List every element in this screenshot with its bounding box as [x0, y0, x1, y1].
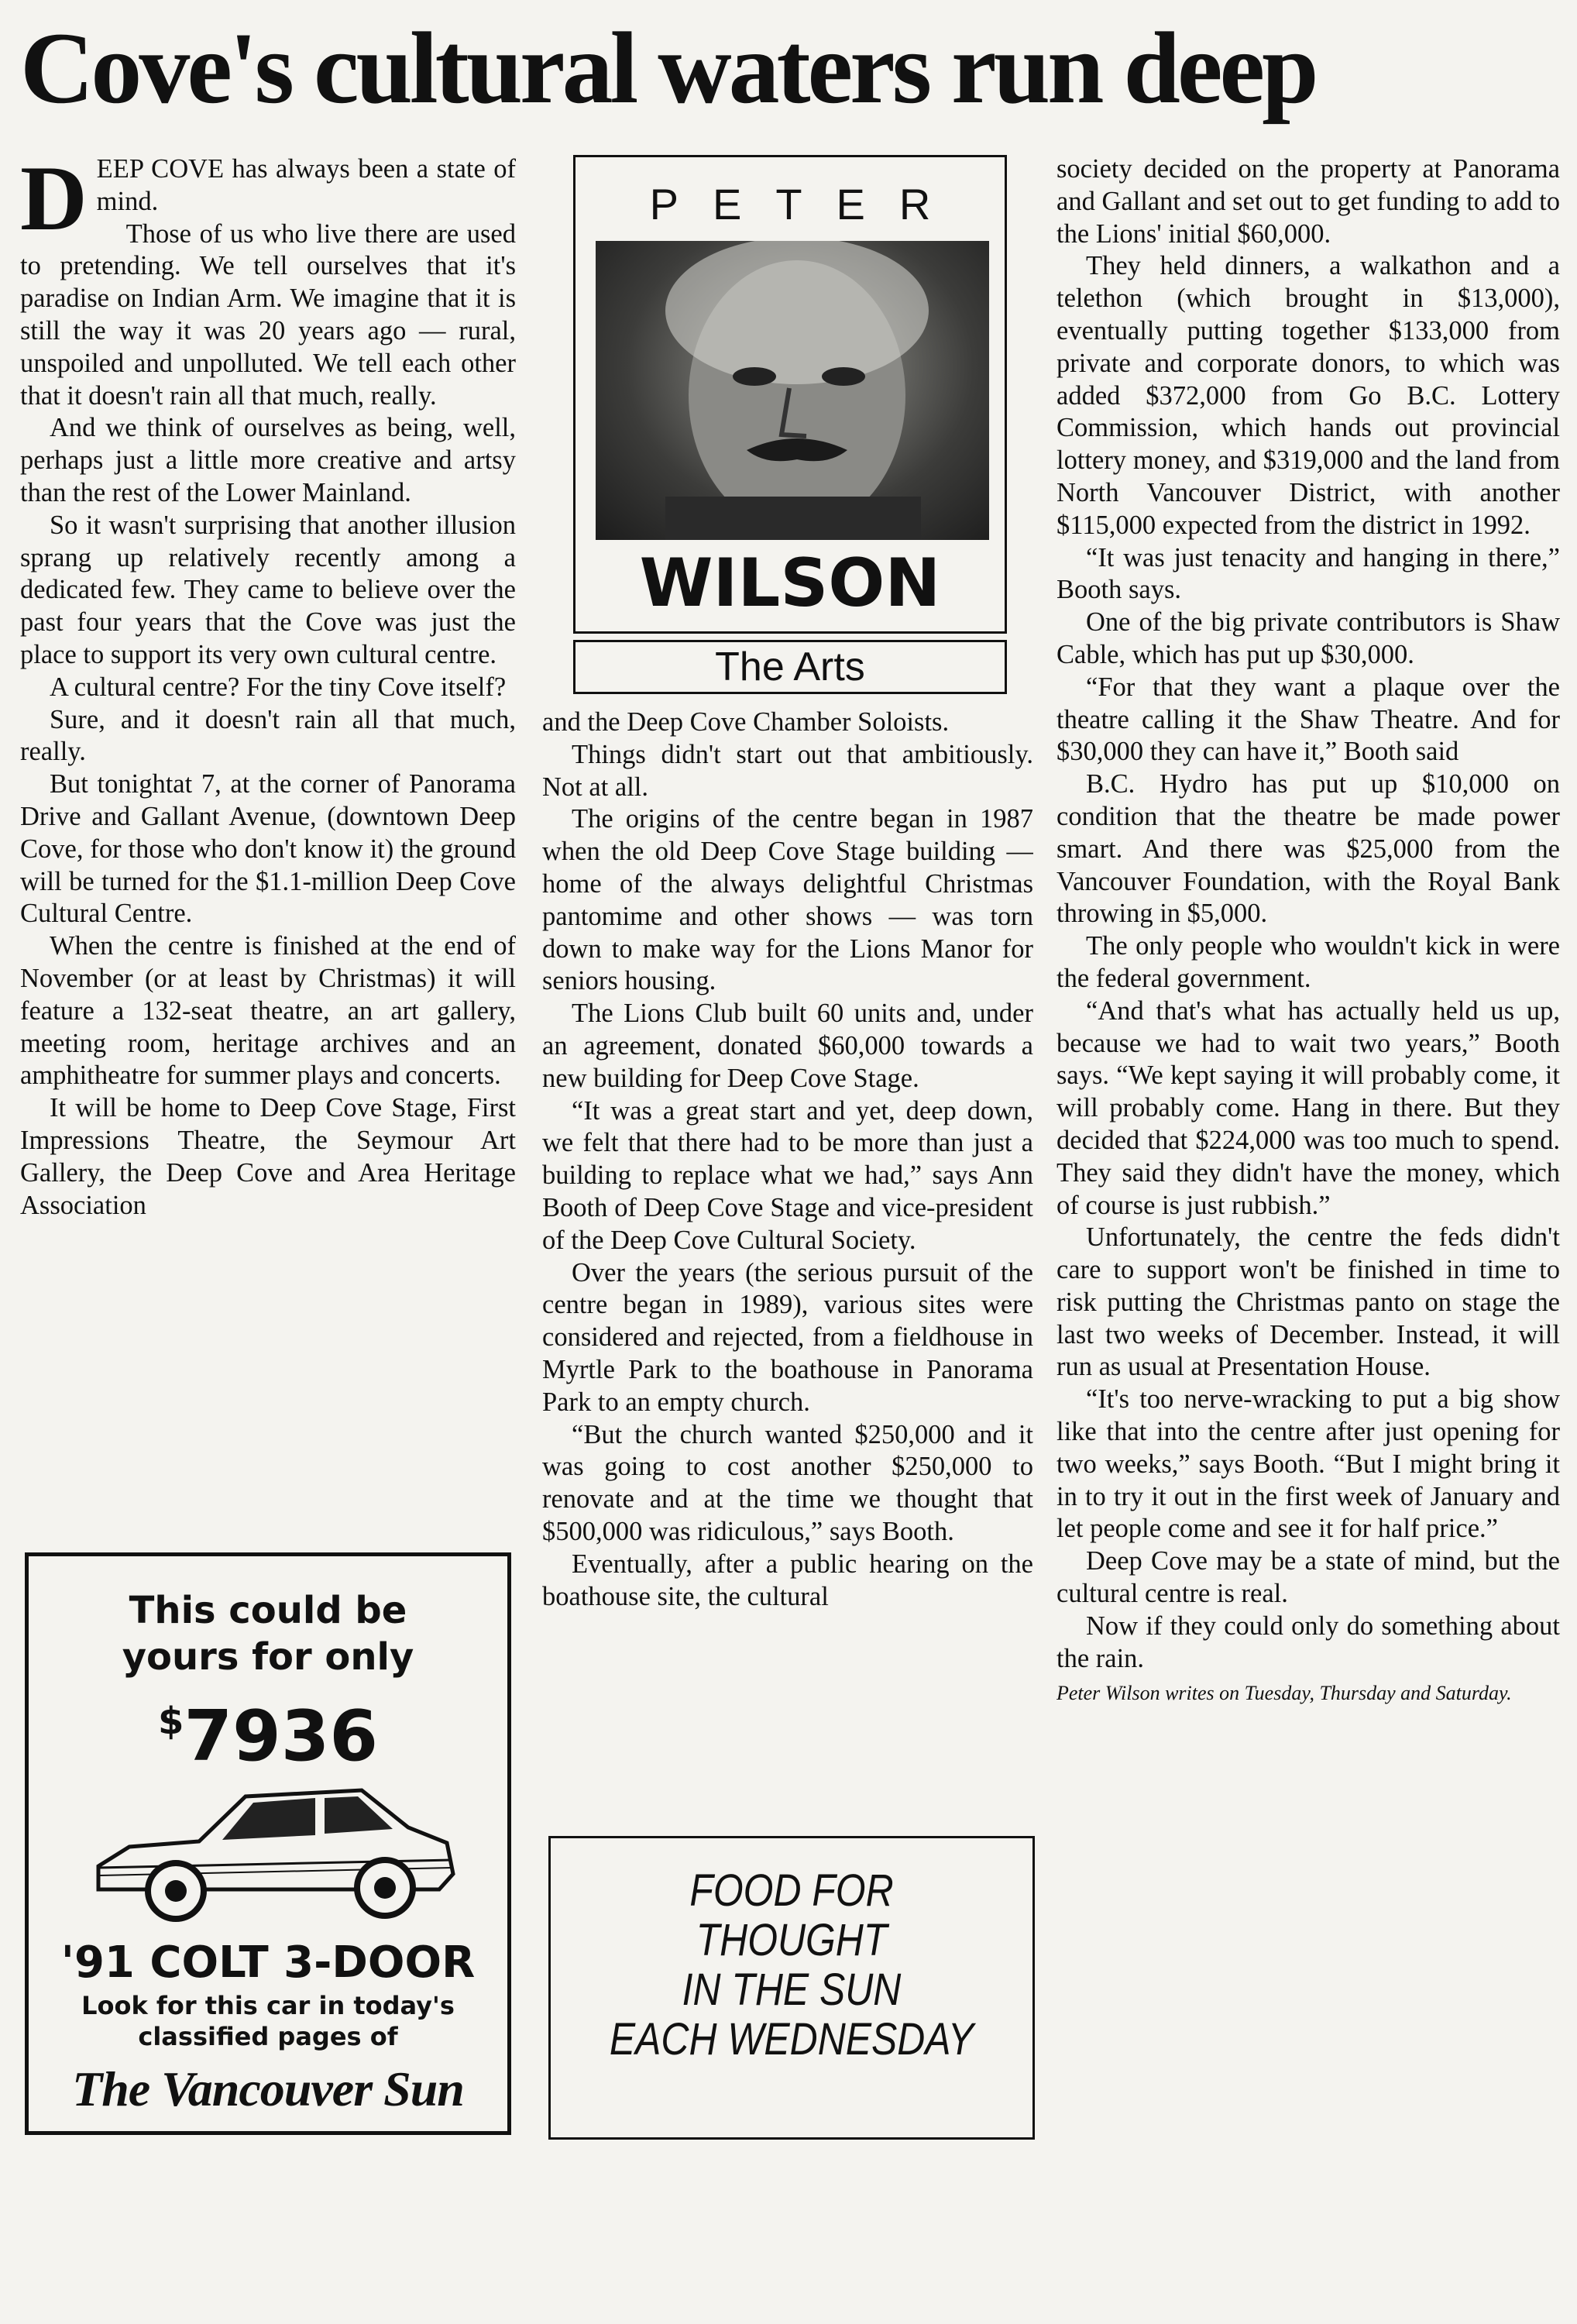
- article-paragraph: The Lions Club built 60 units and, under an agreement, donated $60,000 towards a new building for Deep Cove Stage.: [542, 999, 1033, 1093]
- article-paragraph: Eventually, after a public hearing on the boathouse site, the cultural: [542, 1549, 1033, 1611]
- ad-instruction-line-2: classified pages of: [138, 2022, 398, 2051]
- ad-headline-line-1: This could be: [129, 1589, 407, 1632]
- article-paragraph: “It's too nerve-wracking to put a big show like that into the centre after just opening for two weeks,” says Booth. “But I might bring it in to try it out in the first week of January and let people come and see it for half price.”: [1056, 1384, 1560, 1544]
- article-paragraph: It will be home to Deep Cove Stage, First Impressions Theatre, the Seymour Art Gallery, the Deep Cove and Area Heritage Association: [20, 1093, 516, 1220]
- article-paragraph: “It was just tenacity and hanging in there,” Booth says.: [1056, 542, 1560, 605]
- article-paragraph: Over the years (the serious pursuit of the centre began in 1989), various sites were considered and rejected, from a fieldhouse in Myrtle Park to the boathouse in Panorama Park to an empty church.: [542, 1257, 1033, 1417]
- article-paragraph: The origins of the centre began in 1987 when the old Deep Cove Stage building — home of the always delightful Christmas pantomime and other shows — was torn down to make way for the Lions Manor for seniors housing.: [542, 804, 1033, 996]
- article-paragraph: “And that's what has actually held us up, because we had to wait two years,” Booth says. “We kept saying it will probably come, it will probably come. Hang in there. But they decided that $224,000 was too much to spend. They said they didn't have the money, which of course is just rubbish.”: [1056, 995, 1560, 1220]
- byline-last-name: WILSON: [639, 545, 941, 622]
- ad-car-model: '91 COLT 3-DOOR: [60, 1937, 476, 1988]
- currency-symbol: $: [158, 1700, 184, 1743]
- article-paragraph: Unfortunately, the centre the feds didn't care to support won't be finished in time to risk putting the Christmas panto on stage the last two weeks of December. Instead, it will run as usual at Presentation House.: [1056, 1222, 1560, 1382]
- byline-box: [573, 155, 1007, 634]
- promo-line: FOOD FOR: [689, 1865, 894, 1916]
- article-column-2: [542, 706, 1033, 1807]
- headline: Cove's cultural waters run deep: [20, 11, 1316, 125]
- ad-price: [29, 1679, 507, 1779]
- author-signoff: Peter Wilson writes on Tuesday, Thursday and Saturday.: [1056, 1682, 1512, 1705]
- article-paragraph: When the centre is finished at the end of November (or at least by Christmas) it will feature a 132-seat theatre, an art gallery, meeting room, heritage archives and an amphitheatre for summer plays and concerts.: [20, 931, 516, 1091]
- section-tag: The Arts: [573, 640, 1007, 694]
- article-paragraph: Now if they could only do something about the rain.: [1056, 1611, 1560, 1673]
- promo-box: [548, 1836, 1035, 2140]
- article-paragraph: “For that they want a plaque over the theatre calling it the Shaw Theatre. And for $30,000 they can have it,” Booth said: [1056, 672, 1560, 767]
- article-paragraph: Things didn't start out that ambitiously. Not at all.: [542, 739, 1033, 802]
- car-advertisement: [25, 1552, 511, 2135]
- article-paragraph: “It was a great start and yet, deep down, we felt that there had to be more than just a building to replace what we had,” says Ann Booth of Deep Cove Stage and vice-president of the Deep Cove Cultural Society.: [542, 1095, 1033, 1255]
- article-paragraph: Deep Cove may be a state of mind, but the cultural centre is real.: [1056, 1546, 1560, 1609]
- article-paragraph: And we think of ourselves as being, well, perhaps just a little more creative and artsy than the rest of the Lower Mainland.: [20, 413, 516, 507]
- article-paragraph: Those of us who live there are used to pretending. We tell ourselves that it's paradise on Indian Arm. We imagine that it is still the way it was 20 years ago — rural, unspoiled and unpolluted. We tell each other that it doesn't rain all that much, really.: [20, 218, 516, 411]
- article-paragraph: DEEP COVE has always been a state of mind.: [20, 153, 516, 249]
- ad-price-value: 7936: [184, 1696, 378, 1777]
- article-paragraph: and the Deep Cove Chamber Soloists.: [542, 707, 950, 737]
- author-photo: [596, 241, 989, 540]
- byline-first-name: PETER: [649, 180, 965, 229]
- article-paragraph: But tonightat 7, at the corner of Panorama Drive and Gallant Avenue, (downtown Deep Cove, for those who don't know it) the ground will be turned for the $1.1-million Deep Cove Cultural Centre.: [20, 769, 516, 929]
- article-paragraph: society decided on the property at Panorama and Gallant and set out to get funding to add to the Lions' initial $60,000.: [1056, 154, 1560, 249]
- article-paragraph: “But the church wanted $250,000 and it was going to cost another $250,000 to renovate and at the time we thought that $500,000 was ridiculous,” says Booth.: [542, 1419, 1033, 1546]
- promo-line: IN THE SUN: [682, 1965, 902, 2015]
- article-paragraph: So it wasn't surprising that another illusion sprang up relatively recently among a dedicated few. They came to believe over the past four years that the Cove was just the place to support its very own cultural centre.: [20, 510, 516, 669]
- article-paragraph: B.C. Hydro has put up $10,000 on condition that the theatre be made power smart. And there was $25,000 from the Vancouver Foundation, with the Royal Bank throwing in $5,000.: [1056, 769, 1560, 929]
- article-column-1: [20, 153, 516, 1517]
- article-paragraph: They held dinners, a walkathon and a telethon (which brought in $13,000), eventually putting together $133,000 from private and corporate donors, to which was added $372,000 from Go B.C. Lottery Commission, which hands out provincial lottery money, and $319,000 and the land from North Vancouver District, with another $115,000 expected from the district in 1992.: [1056, 251, 1560, 540]
- drop-cap: D: [20, 153, 88, 249]
- article-paragraph: One of the big private contributors is Shaw Cable, which has put up $30,000.: [1056, 607, 1560, 669]
- promo-line: THOUGHT: [696, 1915, 888, 1965]
- ad-headline-line-2: yours for only: [122, 1635, 414, 1679]
- article-paragraph: Sure, and it doesn't rain all that much, really.: [20, 704, 516, 767]
- newspaper-logo: The Vancouver Sun: [72, 2061, 464, 2116]
- article-paragraph: The only people who wouldn't kick in were the federal government.: [1056, 931, 1560, 993]
- article-column-3: [1056, 153, 1560, 2137]
- ad-instruction-line-1: Look for this car in today's: [81, 1991, 455, 2020]
- car-illustration: [83, 1773, 462, 1928]
- article-paragraph: A cultural centre? For the tiny Cove itself?: [50, 672, 507, 702]
- promo-line: EACH WEDNESDAY: [609, 2014, 974, 2064]
- portrait-illustration: [596, 241, 989, 540]
